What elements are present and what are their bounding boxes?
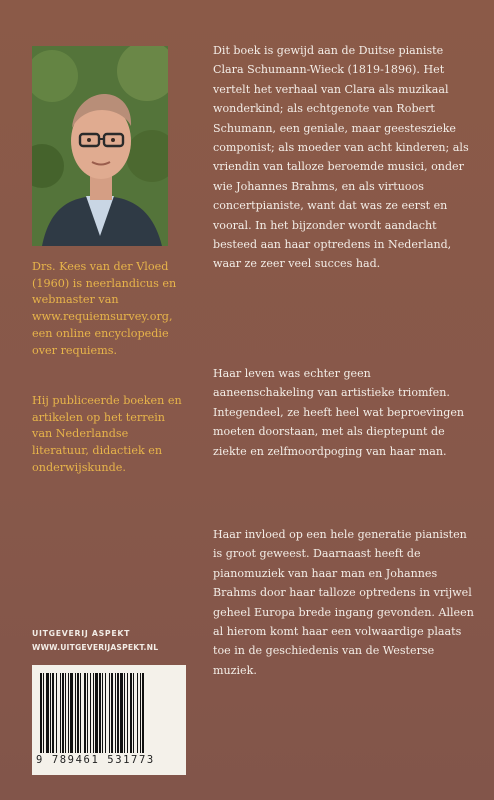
isbn-barcode (32, 665, 186, 775)
barcode-bar (105, 673, 106, 753)
barcode-bar (111, 673, 113, 753)
barcode-bar (56, 673, 57, 753)
barcode-bar (99, 673, 101, 753)
barcode-bar (68, 673, 69, 753)
barcode-bar (109, 673, 110, 753)
author-photo (32, 46, 168, 246)
barcode-bar (137, 673, 138, 753)
barcode-bar (43, 673, 44, 753)
barcode-bar (115, 673, 116, 753)
publisher-url: WWW.UITGEVERIJASPEKT.NL (32, 643, 159, 652)
barcode-bar (93, 673, 94, 753)
barcode-bar (124, 673, 125, 753)
author-portrait-image (32, 46, 168, 246)
barcode-bar (95, 673, 98, 753)
barcode-bar (52, 673, 54, 753)
barcode-bar (84, 673, 86, 753)
barcode-bar (102, 673, 103, 753)
barcode-bar (46, 673, 49, 753)
barcode-bar (65, 673, 66, 753)
barcode-bar (77, 673, 79, 753)
barcode-bar (130, 673, 132, 753)
description-paragraph-2: Haar leven was echter geen aaneenschakeling van artistieke triomfen. Integendeel, ze heeft heel wat beproevingen moeten doorstaan, met als dieptepunt de ziekte en zelfmoordpoging van haar man. (213, 367, 465, 458)
barcode-bar (87, 673, 88, 753)
barcode-bar (60, 673, 61, 753)
barcode-bar (90, 673, 91, 753)
author-bio-paragraph: Drs. Kees van der Vloed (1960) is neerlandicus en webmaster van www.requiemsurvey.org, een online encyclopedie over requiems. (32, 260, 177, 357)
barcode-bars (40, 673, 178, 753)
author-publications-paragraph: Hij publiceerde boeken en artikelen op het terrein van Nederlandse literatuur, didactiek en onderwijskunde. (32, 394, 182, 474)
barcode-bar (62, 673, 64, 753)
barcode-bar (70, 673, 73, 753)
barcode-bar (142, 673, 144, 753)
barcode-bar (50, 673, 51, 753)
barcode-bar (80, 673, 81, 753)
description-paragraph-1: Dit boek is gewijd aan de Duitse pianiste Clara Schumann-Wieck (1819-1896). Het vertelt het verhaal van Clara als muzikaal wonderkind; als echtgenote van Robert Schumann, een geniale, maar geesteszieke componist; als moeder van acht kinderen; als vriendin van talloze beroemde musici, onder wie Johannes Brahms, en als virtuoos concertpianiste, want dat was ze eerst en vooral. In het bijzonder wordt aandacht besteed aan haar optredens in Nederland, waar ze zeer veel succes had. (213, 44, 469, 271)
barcode-bar (127, 673, 128, 753)
publisher-name: UITGEVERIJ ASPEKT (32, 629, 131, 638)
barcode-bar (133, 673, 134, 753)
description-paragraph-3: Haar invloed op een hele generatie pianisten is groot geweest. Daarnaast heeft de pianomuziek van haar man en Johannes Brahms door haar talloze optredens in vrijwel geheel Europa brede ingang gevonden. Alleen al hierom komt haar een volwaardige plaats toe in de geschiedenis van de Westerse muziek. (213, 528, 474, 677)
barcode-bar (140, 673, 141, 753)
barcode-bar (40, 673, 42, 753)
barcode-bar (120, 673, 123, 753)
barcode-bar (75, 673, 76, 753)
barcode-bar (117, 673, 119, 753)
isbn-number: 9 789461 531773 (36, 754, 155, 766)
